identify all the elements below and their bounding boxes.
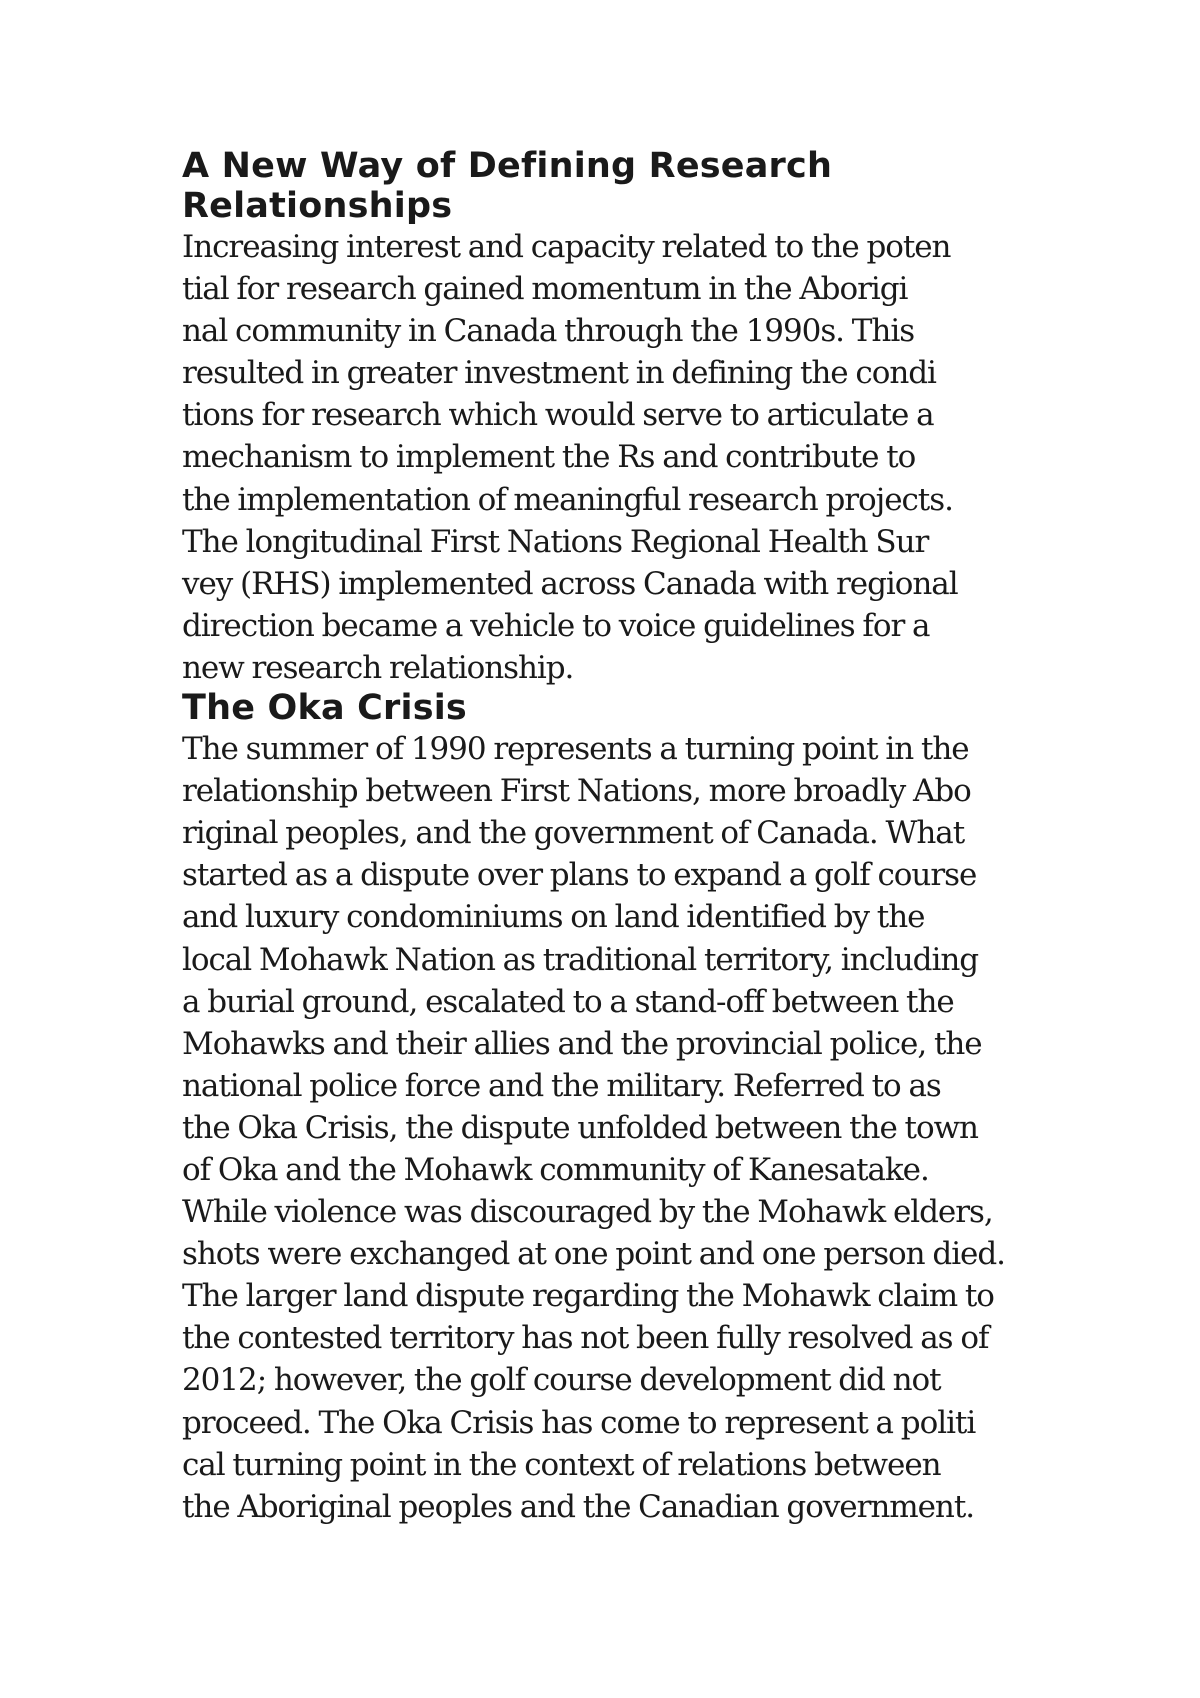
paragraph-line: riginal peoples, and the government of Canada. What: [182, 815, 965, 852]
paragraph-line: cal turning point in the context of relations between: [182, 1446, 941, 1483]
paragraph-line: and luxury condominiums on land identified by the: [182, 899, 925, 936]
paragraph-line: Mohawks and their allies and the provincial police, the: [182, 1025, 982, 1062]
paragraph-line: mechanism to implement the Rs and contribute to: [182, 439, 916, 476]
paragraph-line: national police force and the military. Referred to as: [182, 1067, 941, 1104]
section-research-relationships: [182, 146, 1082, 689]
section-heading: [182, 688, 1082, 728]
paragraph-line: of Oka and the Mohawk community of Kanesatake.: [182, 1151, 929, 1188]
paragraph-line: The summer of 1990 represents a turning point in the: [182, 731, 969, 768]
paragraph-line: a burial ground, escalated to a stand-off between the: [182, 983, 954, 1020]
heading-line: The Oka Crisis: [182, 688, 467, 729]
paragraph-line: shots were exchanged at one point and one person died.: [182, 1236, 1005, 1273]
paragraph-line: tial for research gained momentum in the Aborigi: [182, 271, 908, 308]
paragraph-line: proceed. The Oka Crisis has come to represent a politi: [182, 1404, 976, 1441]
paragraph-line: 2012; however, the golf course development did not: [182, 1362, 941, 1399]
paragraph-line: The longitudinal First Nations Regional Health Sur: [182, 523, 929, 560]
section-paragraph: [182, 226, 1082, 689]
paragraph-line: the implementation of meaningful research projects.: [182, 481, 953, 518]
document-page: [182, 146, 1082, 1528]
paragraph-line: the contested territory has not been fully resolved as of: [182, 1320, 989, 1357]
paragraph-line: the Oka Crisis, the dispute unfolded between the town: [182, 1109, 978, 1146]
paragraph-line: The larger land dispute regarding the Mohawk claim to: [182, 1278, 994, 1315]
paragraph-line: vey (RHS) implemented across Canada with regional: [182, 565, 958, 602]
heading-line: Relationships: [182, 186, 453, 226]
section-oka-crisis: [182, 688, 1082, 1528]
paragraph-line: tions for research which would serve to articulate a: [182, 397, 934, 434]
paragraph-line: relationship between First Nations, more broadly Abo: [182, 773, 971, 810]
paragraph-line: started as a dispute over plans to expand a golf course: [182, 857, 977, 894]
section-paragraph: [182, 728, 1082, 1528]
paragraph-line: direction became a vehicle to voice guidelines for a: [182, 607, 930, 644]
heading-line: A New Way of Defining Research: [182, 146, 833, 186]
section-heading: [182, 146, 1082, 226]
paragraph-line: the Aboriginal peoples and the Canadian government.: [182, 1488, 975, 1525]
paragraph-line: local Mohawk Nation as traditional territory, including: [182, 941, 979, 978]
paragraph-line: resulted in greater investment in defining the condi: [182, 355, 936, 392]
paragraph-line: nal community in Canada through the 1990s. This: [182, 313, 915, 350]
paragraph-line: While violence was discouraged by the Mohawk elders,: [182, 1194, 993, 1231]
paragraph-line: Increasing interest and capacity related to the poten: [182, 229, 951, 265]
paragraph-line: new research relationship.: [182, 649, 574, 686]
